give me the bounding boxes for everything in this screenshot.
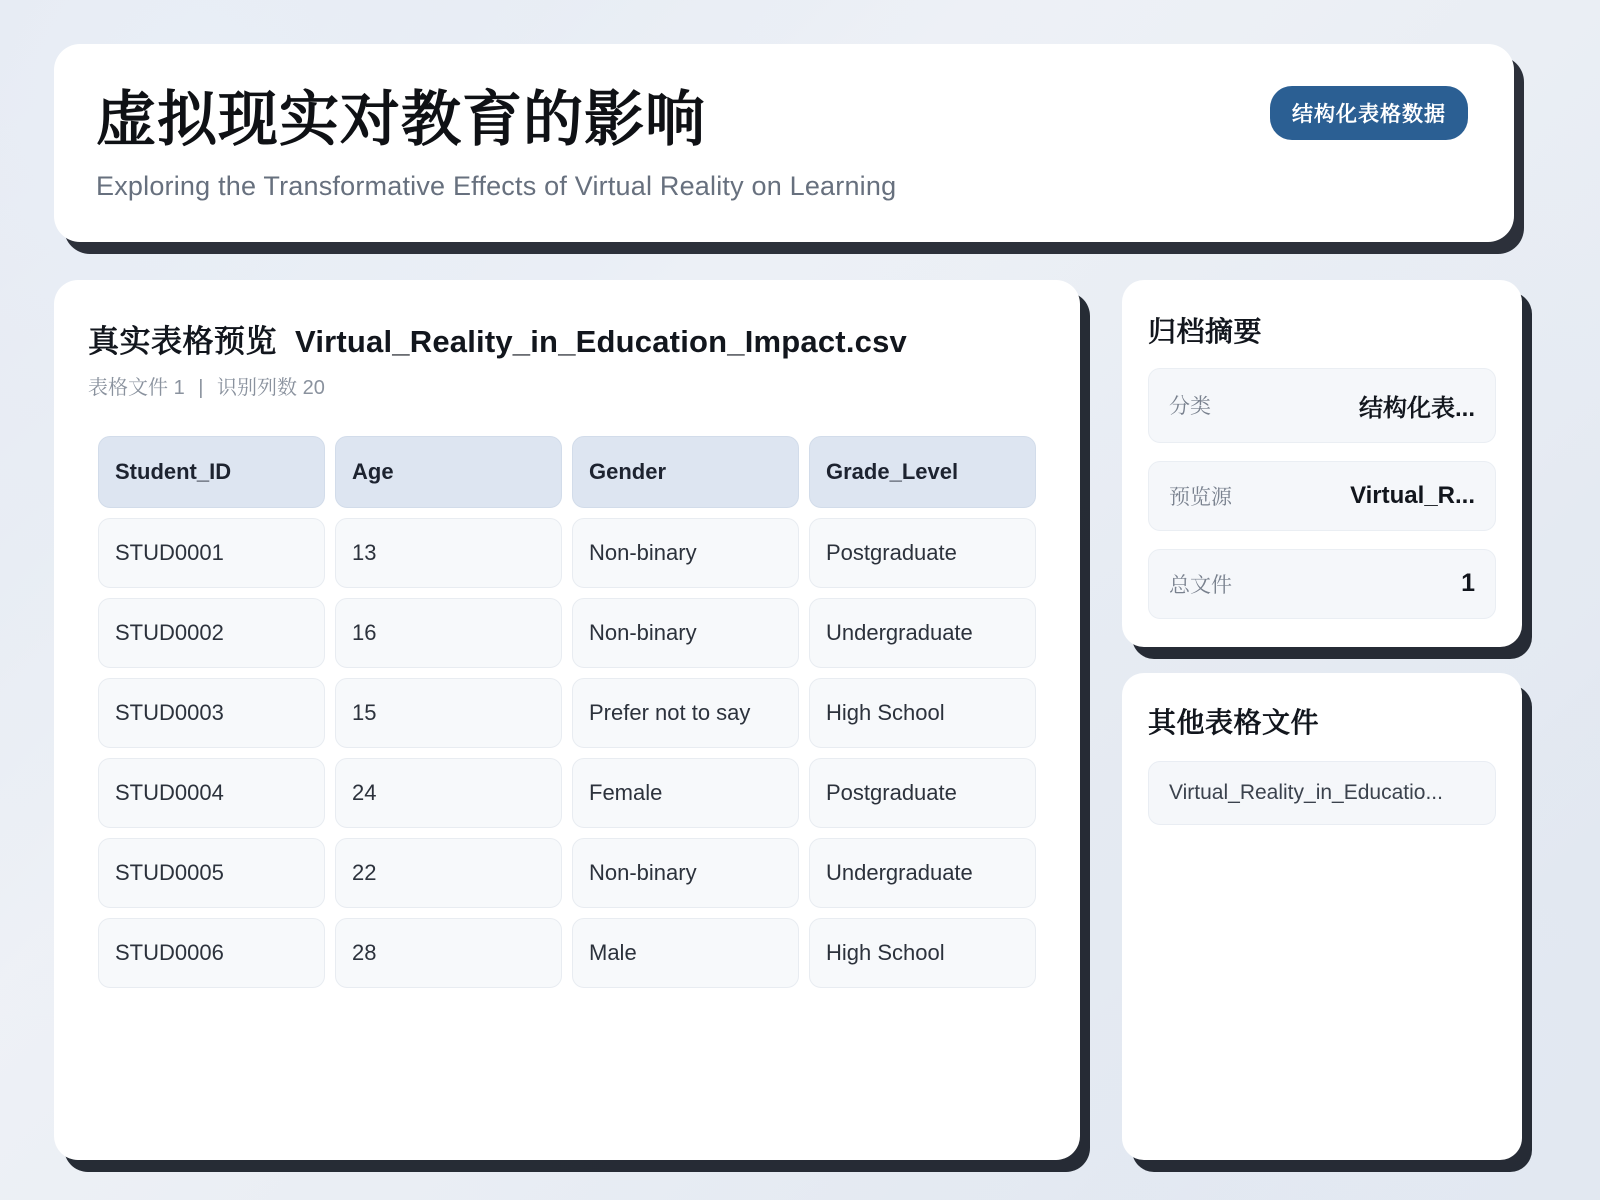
- side-column: [1122, 280, 1522, 1160]
- other-files-card: [1122, 673, 1522, 1160]
- table-row: [98, 678, 1036, 748]
- column-header: Grade_Level: [809, 436, 1036, 508]
- archive-summary-title: 归档摘要: [1148, 315, 1263, 347]
- table-cell: 13: [335, 518, 562, 588]
- table-cell: Female: [572, 758, 799, 828]
- table-cell: STUD0005: [98, 838, 325, 908]
- preview-file-name: Virtual_Reality_in_Education_Impact.csv: [295, 323, 907, 359]
- table-row: [98, 758, 1036, 828]
- summary-item-total-files: [1148, 549, 1496, 619]
- preview-meta: [88, 371, 1046, 400]
- data-table: [88, 426, 1046, 998]
- table-cell: High School: [809, 918, 1036, 988]
- summary-value: Virtual_R...: [1350, 481, 1475, 509]
- page-title: 虚拟现实对教育的影响: [96, 86, 706, 153]
- preview-section-label: 真实表格预览: [88, 323, 277, 359]
- table-preview-card: [54, 280, 1080, 1160]
- summary-item-category: [1148, 368, 1496, 443]
- column-header: Gender: [572, 436, 799, 508]
- summary-value: 1: [1461, 569, 1475, 598]
- table-cell: 28: [335, 918, 562, 988]
- content-row: [54, 280, 1522, 1160]
- table-row: [98, 918, 1036, 988]
- page-subtitle: Exploring the Transformative Effects of Virtual Reality on Learning: [96, 170, 897, 201]
- status-badge: 结构化表格数据: [1270, 86, 1468, 140]
- summary-key: 分类: [1169, 395, 1211, 419]
- table-cell: Non-binary: [572, 598, 799, 668]
- meta-files-value: 1: [173, 376, 185, 399]
- table-cell: 24: [335, 758, 562, 828]
- table-cell: 22: [335, 838, 562, 908]
- table-cell: Postgraduate: [809, 518, 1036, 588]
- table-cell: Prefer not to say: [572, 678, 799, 748]
- list-item[interactable]: Virtual_Reality_in_Educatio...: [1148, 761, 1496, 825]
- meta-columns-value: 20: [302, 376, 325, 399]
- column-header: Age: [335, 436, 562, 508]
- table-cell: STUD0003: [98, 678, 325, 748]
- table-cell: STUD0002: [98, 598, 325, 668]
- table-row: [98, 598, 1036, 668]
- preview-header: [88, 316, 1046, 361]
- table-cell: Undergraduate: [809, 598, 1036, 668]
- summary-key: 总文件: [1169, 573, 1232, 597]
- table-cell: 15: [335, 678, 562, 748]
- table-row: [98, 838, 1036, 908]
- summary-key: 预览源: [1169, 485, 1232, 509]
- summary-item-source: [1148, 461, 1496, 531]
- table-row: [98, 518, 1036, 588]
- page-root: [54, 44, 1522, 1160]
- table-cell: Non-binary: [572, 838, 799, 908]
- table-cell: Undergraduate: [809, 838, 1036, 908]
- meta-files-label: 表格文件: [88, 376, 168, 399]
- table-cell: Male: [572, 918, 799, 988]
- table-cell: Postgraduate: [809, 758, 1036, 828]
- summary-value: 结构化表...: [1358, 394, 1475, 422]
- table-cell: Non-binary: [572, 518, 799, 588]
- column-header: Student_ID: [98, 436, 325, 508]
- other-files-title: 其他表格文件: [1148, 706, 1320, 738]
- table-cell: High School: [809, 678, 1036, 748]
- table-cell: STUD0006: [98, 918, 325, 988]
- meta-columns-label: 识别列数: [217, 376, 298, 399]
- table-cell: 16: [335, 598, 562, 668]
- table-header-row: [98, 436, 1036, 508]
- table-cell: STUD0001: [98, 518, 325, 588]
- archive-summary-card: [1122, 280, 1522, 647]
- meta-separator: |: [198, 376, 204, 399]
- table-cell: STUD0004: [98, 758, 325, 828]
- header-card: [54, 44, 1514, 242]
